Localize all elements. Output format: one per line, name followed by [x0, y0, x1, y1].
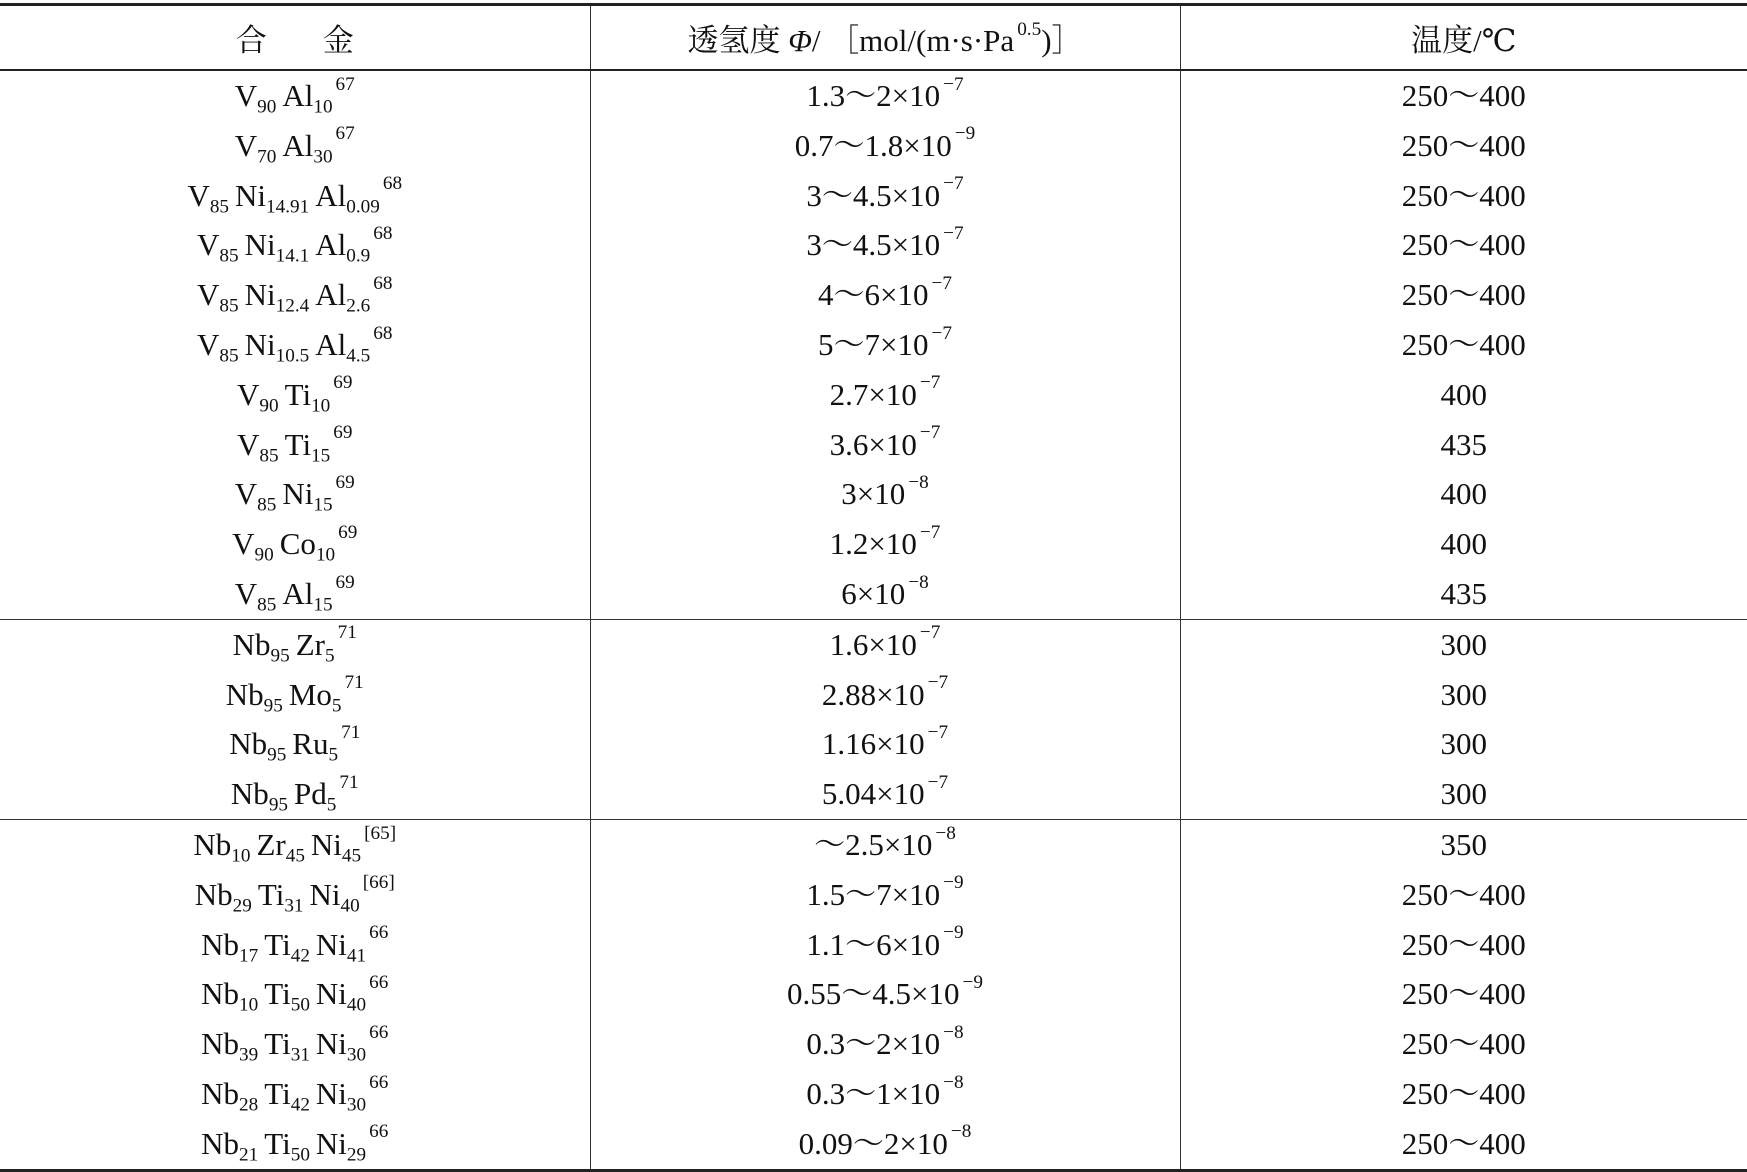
temperature-cell: 250～400: [1180, 870, 1747, 920]
header-perm-symbol: Φ: [788, 23, 812, 58]
element-subscript: 4.5: [346, 345, 371, 367]
element-subscript: 10: [313, 96, 333, 118]
element-subscript: 85: [219, 295, 239, 317]
element-symbol: V: [234, 127, 258, 163]
element-symbol: Ti: [264, 1075, 291, 1111]
permeability-exponent: −7: [927, 672, 949, 694]
element-symbol: Al: [315, 326, 347, 362]
permeability-exponent: −7: [943, 173, 964, 195]
element-symbol: V: [237, 426, 260, 462]
permeability-exponent: −7: [943, 223, 964, 245]
element-subscript: 10.5: [275, 345, 310, 367]
element-subscript: 2.6: [346, 295, 371, 317]
temperature-cell: 350: [1180, 819, 1747, 869]
permeability-exponent: −8: [908, 571, 929, 593]
header-temperature: 温度/℃: [1180, 5, 1747, 71]
permeability-exponent: −8: [950, 1121, 972, 1143]
temperature-cell: 300: [1180, 670, 1747, 720]
element-symbol: V: [237, 376, 260, 412]
element-subscript: 15: [313, 495, 333, 517]
element-symbol: V: [234, 476, 258, 512]
table-row: [0, 469, 1747, 519]
alloy-cell: [0, 1119, 590, 1170]
element-subscript: 0.09: [346, 196, 380, 218]
permeability-exponent: −8: [908, 472, 929, 494]
permeability-cell: [590, 370, 1180, 420]
element-symbol: Nb: [201, 1075, 240, 1111]
element-symbol: Nb: [193, 826, 232, 862]
element-symbol: Ti: [284, 376, 312, 412]
permeability-cell: [590, 920, 1180, 970]
reference-superscript: 66: [369, 972, 389, 994]
element-subscript: 70: [257, 146, 277, 168]
reference-superscript: 69: [333, 372, 353, 394]
permeability-value: ～2.5×10: [814, 826, 933, 862]
reference-superscript: 67: [335, 123, 355, 145]
alloy-cell: [0, 619, 590, 669]
reference-superscript: [65]: [364, 822, 397, 844]
table-row: [0, 171, 1747, 221]
element-subscript: 85: [219, 345, 239, 367]
element-subscript: 90: [259, 395, 279, 417]
element-subscript: 95: [267, 745, 287, 767]
element-symbol: Ti: [264, 976, 291, 1012]
element-symbol: Nb: [225, 676, 264, 712]
permeability-exponent: −8: [935, 822, 956, 844]
element-symbol: Ti: [257, 876, 285, 912]
permeability-value: 5.04×10: [821, 776, 925, 812]
reference-superscript: 71: [341, 722, 361, 744]
element-subscript: 30: [346, 1044, 367, 1066]
permeability-exponent: −7: [931, 272, 952, 294]
alloy-cell: [0, 220, 590, 270]
alloy-cell: [0, 819, 590, 869]
temperature-cell: 250～400: [1180, 1069, 1747, 1119]
permeability-value: 1.16×10: [821, 726, 925, 762]
permeability-exponent: −9: [962, 972, 983, 994]
temperature-cell: 250～400: [1180, 320, 1747, 370]
element-subscript: 85: [259, 445, 279, 467]
element-symbol: Ni: [315, 1125, 347, 1161]
element-subscript: 50: [290, 1144, 310, 1166]
permeability-exponent: −7: [919, 372, 941, 394]
reference-superscript: 66: [369, 1071, 389, 1093]
permeability-exponent: −9: [943, 872, 964, 894]
element-symbol: Co: [279, 526, 316, 562]
reference-superscript: 69: [335, 571, 355, 593]
element-symbol: Ti: [264, 926, 291, 962]
element-subscript: 85: [209, 196, 230, 218]
element-symbol: Ni: [309, 876, 341, 912]
element-symbol: Ni: [244, 227, 276, 263]
reference-superscript: 66: [369, 1021, 389, 1043]
permeability-cell: [590, 819, 1180, 869]
reference-superscript: 68: [373, 322, 393, 344]
table-row: [0, 370, 1747, 420]
element-subscript: 95: [268, 794, 289, 816]
reference-superscript: 69: [338, 521, 358, 543]
header-alloy-char2: 金: [322, 23, 354, 58]
permeability-cell: [590, 70, 1180, 121]
table-row: [0, 1069, 1747, 1119]
permeability-value: 4～6×10: [818, 277, 929, 313]
element-symbol: Zr: [256, 826, 286, 862]
permeability-exponent: −8: [943, 1021, 964, 1043]
permeability-value: 3×10: [841, 476, 906, 512]
element-subscript: 10: [315, 544, 336, 566]
element-symbol: Nb: [201, 1026, 240, 1062]
element-symbol: Al: [282, 127, 314, 163]
element-symbol: V: [197, 227, 220, 263]
temperature-cell: 435: [1180, 420, 1747, 470]
element-symbol: Ti: [284, 426, 312, 462]
permeability-value: 0.3～1×10: [806, 1075, 941, 1111]
element-symbol: Ni: [315, 1075, 347, 1111]
permeability-exponent: −7: [927, 771, 949, 793]
permeability-exponent: −7: [919, 422, 941, 444]
temperature-cell: 250～400: [1180, 121, 1747, 171]
element-subscript: 5: [331, 695, 342, 717]
header-alloy: [0, 5, 590, 71]
table-row: [0, 920, 1747, 970]
element-symbol: Ni: [244, 277, 276, 313]
element-symbol: Ni: [315, 926, 347, 962]
permeability-value: 6×10: [841, 575, 906, 611]
element-symbol: Ni: [315, 1026, 347, 1062]
alloy-cell: [0, 70, 590, 121]
element-symbol: Ni: [315, 976, 347, 1012]
permeability-cell: [590, 870, 1180, 920]
table-row: [0, 320, 1747, 370]
element-subscript: 10: [239, 995, 259, 1017]
element-symbol: Pd: [294, 776, 327, 812]
element-symbol: Nb: [229, 726, 268, 762]
element-symbol: Ni: [235, 177, 267, 213]
element-subscript: 15: [313, 594, 333, 616]
element-subscript: 40: [346, 995, 367, 1017]
table-row: [0, 420, 1747, 470]
element-symbol: Nb: [232, 626, 271, 662]
element-symbol: Ni: [282, 476, 314, 512]
reference-superscript: 71: [337, 622, 357, 644]
temperature-cell: 300: [1180, 719, 1747, 769]
permeability-value: 5～7×10: [818, 326, 929, 362]
permeability-cell: [590, 171, 1180, 221]
temperature-cell: 400: [1180, 469, 1747, 519]
element-subscript: 10: [231, 845, 251, 867]
table-row: [0, 121, 1747, 171]
permeability-cell: [590, 1119, 1180, 1170]
permeability-cell: [590, 619, 1180, 669]
permeability-cell: [590, 969, 1180, 1019]
element-symbol: Ti: [264, 1125, 291, 1161]
element-symbol: Ni: [310, 826, 342, 862]
element-subscript: 5: [325, 645, 335, 667]
element-subscript: 50: [290, 995, 310, 1017]
element-symbol: Nb: [230, 776, 269, 812]
permeability-value: 3～4.5×10: [806, 227, 941, 263]
temperature-cell: 250～400: [1180, 220, 1747, 270]
element-symbol: Mo: [288, 676, 332, 712]
element-symbol: V: [197, 326, 220, 362]
permeability-exponent: −7: [919, 622, 941, 644]
permeability-exponent: −7: [931, 322, 952, 344]
table-row: [0, 519, 1747, 569]
element-subscript: 30: [346, 1094, 367, 1116]
header-perm-slash: /: [811, 23, 821, 58]
permeability-exponent: −7: [943, 73, 964, 95]
reference-superscript: 68: [373, 223, 393, 245]
element-symbol: Ru: [292, 726, 329, 762]
element-subscript: 29: [232, 895, 252, 917]
element-subscript: 10: [311, 395, 331, 417]
header-perm-prefix: 透氢度: [687, 23, 781, 58]
reference-superscript: 66: [369, 922, 389, 944]
permeability-value: 1.1～6×10: [806, 926, 941, 962]
permeability-cell: [590, 420, 1180, 470]
element-subscript: 45: [341, 845, 362, 867]
alloy-cell: [0, 719, 590, 769]
element-subscript: 5: [326, 794, 337, 816]
element-symbol: Al: [282, 575, 314, 611]
permeability-value: 3.6×10: [829, 426, 917, 462]
table-row: [0, 220, 1747, 270]
alloy-cell: [0, 920, 590, 970]
element-symbol: Al: [315, 277, 347, 313]
alloy-cell: [0, 519, 590, 569]
permeability-value: 0.09～2×10: [798, 1125, 948, 1161]
table-row: [0, 270, 1747, 320]
permeability-cell: [590, 670, 1180, 720]
element-subscript: 85: [257, 594, 277, 616]
element-symbol: Al: [315, 177, 347, 213]
element-symbol: Nb: [194, 876, 233, 912]
element-subscript: 95: [270, 645, 290, 667]
alloy-cell: [0, 320, 590, 370]
element-subscript: 42: [290, 1094, 310, 1116]
element-symbol: Al: [315, 227, 347, 263]
alloy-cell: [0, 870, 590, 920]
table-row: [0, 569, 1747, 619]
permeability-exponent: −9: [954, 123, 976, 145]
header-alloy-char1: 合: [235, 23, 267, 58]
alloy-cell: [0, 569, 590, 619]
element-subscript: 31: [284, 895, 304, 917]
permeability-cell: [590, 769, 1180, 819]
reference-superscript: 66: [369, 1121, 389, 1143]
element-subscript: 41: [346, 945, 367, 967]
table-row: [0, 670, 1747, 720]
element-subscript: 30: [313, 146, 333, 168]
temperature-cell: 250～400: [1180, 270, 1747, 320]
element-subscript: 90: [254, 544, 274, 566]
permeability-table: [0, 3, 1747, 1172]
element-subscript: 17: [239, 945, 259, 967]
element-subscript: 21: [239, 1144, 259, 1166]
alloy-cell: [0, 769, 590, 819]
element-symbol: Ti: [264, 1026, 291, 1062]
permeability-cell: [590, 121, 1180, 171]
element-subscript: 40: [340, 895, 360, 917]
element-symbol: V: [197, 277, 220, 313]
reference-superscript: 69: [333, 422, 353, 444]
reference-superscript: [66]: [362, 872, 395, 894]
permeability-cell: [590, 1019, 1180, 1069]
table-row: [0, 619, 1747, 669]
element-symbol: Nb: [201, 976, 240, 1012]
permeability-value: 2.88×10: [821, 676, 925, 712]
element-subscript: 85: [219, 246, 239, 268]
element-symbol: Ni: [244, 326, 276, 362]
element-subscript: 85: [257, 495, 277, 517]
element-subscript: 12.4: [275, 295, 310, 317]
element-symbol: V: [234, 575, 258, 611]
alloy-cell: [0, 1019, 590, 1069]
reference-superscript: 67: [335, 73, 355, 95]
permeability-exponent: −7: [927, 722, 949, 744]
element-subscript: 5: [328, 745, 339, 767]
element-subscript: 90: [257, 96, 277, 118]
table-row: [0, 819, 1747, 869]
table-row: [0, 870, 1747, 920]
temperature-cell: 300: [1180, 769, 1747, 819]
temperature-cell: 300: [1180, 619, 1747, 669]
reference-superscript: 68: [373, 272, 393, 294]
permeability-cell: [590, 220, 1180, 270]
element-subscript: 45: [285, 845, 305, 867]
element-symbol: Al: [282, 78, 314, 113]
permeability-cell: [590, 519, 1180, 569]
temperature-cell: 400: [1180, 370, 1747, 420]
element-symbol: V: [234, 78, 258, 113]
temperature-cell: 435: [1180, 569, 1747, 619]
permeability-value: 1.6×10: [829, 626, 917, 662]
element-symbol: Nb: [201, 1125, 240, 1161]
element-symbol: V: [232, 526, 255, 562]
permeability-value: 1.2×10: [829, 526, 917, 562]
temperature-cell: 250～400: [1180, 70, 1747, 121]
permeability-exponent: −8: [943, 1071, 964, 1093]
permeability-value: 1.3～2×10: [806, 78, 941, 113]
permeability-value: 2.7×10: [829, 376, 917, 412]
reference-superscript: 71: [344, 672, 364, 694]
reference-superscript: 71: [339, 771, 359, 793]
reference-superscript: 69: [335, 472, 355, 494]
table-body: [0, 70, 1747, 1170]
element-subscript: 29: [346, 1144, 367, 1166]
alloy-cell: [0, 121, 590, 171]
element-symbol: Zr: [295, 626, 326, 662]
alloy-cell: [0, 1069, 590, 1119]
permeability-exponent: −7: [919, 521, 941, 543]
permeability-value: 0.55～4.5×10: [787, 976, 960, 1012]
permeability-value: 0.7～1.8×10: [794, 127, 952, 163]
permeability-cell: [590, 1069, 1180, 1119]
permeability-value: 1.5～7×10: [806, 876, 941, 912]
header-row: [0, 5, 1747, 71]
element-subscript: 14.91: [266, 196, 310, 218]
table-row: [0, 769, 1747, 819]
alloy-cell: [0, 270, 590, 320]
element-symbol: V: [187, 177, 210, 213]
table-row: [0, 1119, 1747, 1170]
alloy-cell: [0, 670, 590, 720]
permeability-exponent: −9: [943, 922, 964, 944]
permeability-cell: [590, 270, 1180, 320]
permeability-cell: [590, 719, 1180, 769]
temperature-cell: 250～400: [1180, 1119, 1747, 1170]
header-permeability: [590, 5, 1180, 71]
temperature-cell: 400: [1180, 519, 1747, 569]
table-row: [0, 969, 1747, 1019]
permeability-value: 0.3～2×10: [806, 1026, 941, 1062]
table-row: [0, 1019, 1747, 1069]
header-perm-exponent: 0.5: [1017, 18, 1042, 40]
alloy-cell: [0, 171, 590, 221]
alloy-cell: [0, 469, 590, 519]
temperature-cell: 250～400: [1180, 969, 1747, 1019]
temperature-cell: 250～400: [1180, 1019, 1747, 1069]
header-perm-unit: ［mol/(m·s·Pa: [828, 23, 1015, 58]
table-row: [0, 719, 1747, 769]
element-subscript: 28: [239, 1094, 259, 1116]
permeability-value: 3～4.5×10: [806, 177, 941, 213]
permeability-cell: [590, 569, 1180, 619]
element-symbol: Nb: [201, 926, 240, 962]
element-subscript: 0.9: [346, 246, 371, 268]
element-subscript: 39: [239, 1044, 259, 1066]
alloy-cell: [0, 969, 590, 1019]
element-subscript: 14.1: [275, 246, 310, 268]
table-row: [0, 70, 1747, 121]
element-subscript: 95: [263, 695, 283, 717]
temperature-cell: 250～400: [1180, 920, 1747, 970]
permeability-cell: [590, 469, 1180, 519]
header-perm-close: )］: [1041, 23, 1083, 58]
permeability-cell: [590, 320, 1180, 370]
element-subscript: 15: [311, 445, 331, 467]
reference-superscript: 68: [382, 173, 403, 195]
temperature-cell: 250～400: [1180, 171, 1747, 221]
alloy-cell: [0, 370, 590, 420]
element-subscript: 31: [290, 1044, 310, 1066]
element-subscript: 42: [290, 945, 310, 967]
alloy-cell: [0, 420, 590, 470]
